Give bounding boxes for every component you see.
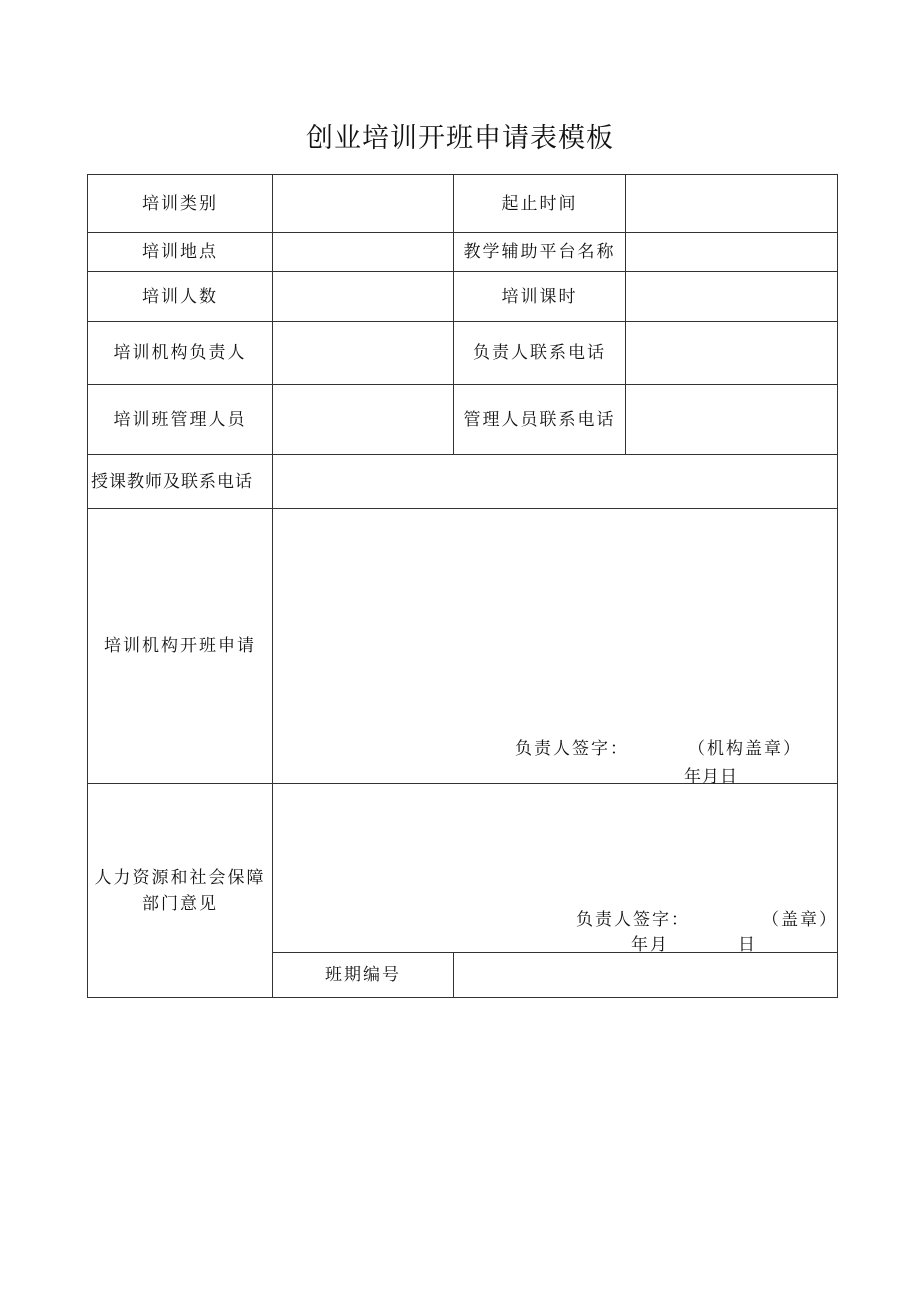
start-end-time-label: 起止时间: [501, 193, 578, 214]
manager-phone-field[interactable]: [626, 385, 837, 454]
teacher-phone-label: 授课教师及联系电话: [91, 471, 253, 492]
manager-phone-label: 管理人员联系电话: [463, 409, 616, 430]
training-type-field[interactable]: [273, 175, 453, 232]
class-number-label: 班期编号: [325, 965, 401, 985]
application-signature-label: 负责人签字：: [515, 739, 629, 759]
table-border-bottom: [87, 997, 838, 998]
training-type-label: 培训类别: [142, 193, 218, 214]
training-hours-field[interactable]: [626, 272, 837, 321]
teaching-platform-field[interactable]: [626, 233, 837, 271]
hr-date-day-label: 日: [738, 935, 757, 955]
institution-head-label: 培训机构负责人: [113, 343, 247, 363]
hr-opinion-field[interactable]: [273, 784, 837, 952]
institution-head-field[interactable]: [273, 322, 453, 384]
application-seal-label: （机构盖章）: [688, 739, 802, 759]
class-manager-label: 培训班管理人员: [113, 409, 247, 430]
class-manager-field[interactable]: [273, 385, 453, 454]
institution-application-label: 培训机构开班申请: [104, 636, 256, 656]
start-end-time-field[interactable]: [626, 175, 837, 232]
teaching-platform-label: 教学辅助平台名称: [463, 242, 616, 262]
table-border-right: [837, 174, 838, 998]
hr-seal-label: （盖章）: [762, 910, 838, 930]
page-title: 创业培训开班申请表模板: [306, 123, 614, 154]
hr-signature-label: 负责人签字：: [576, 910, 690, 930]
hr-opinion-label: [88, 784, 272, 997]
training-location-field[interactable]: [273, 233, 453, 271]
head-phone-label: 负责人联系电话: [473, 343, 606, 363]
trainee-count-label: 培训人数: [142, 286, 218, 307]
training-location-label: 培训地点: [142, 242, 218, 262]
training-hours-label: 培训课时: [501, 286, 578, 307]
hr-date-year-month-label: 年月: [631, 935, 669, 955]
application-date-label: 年月日: [684, 767, 738, 787]
teacher-phone-field[interactable]: [273, 455, 837, 508]
head-phone-field[interactable]: [626, 322, 837, 384]
hr-opinion-label-line1: 人力资源和社会保障: [94, 867, 266, 888]
trainee-count-field[interactable]: [273, 272, 453, 321]
class-number-field[interactable]: [454, 953, 837, 997]
hr-opinion-label-line2: 部门意见: [142, 893, 218, 914]
